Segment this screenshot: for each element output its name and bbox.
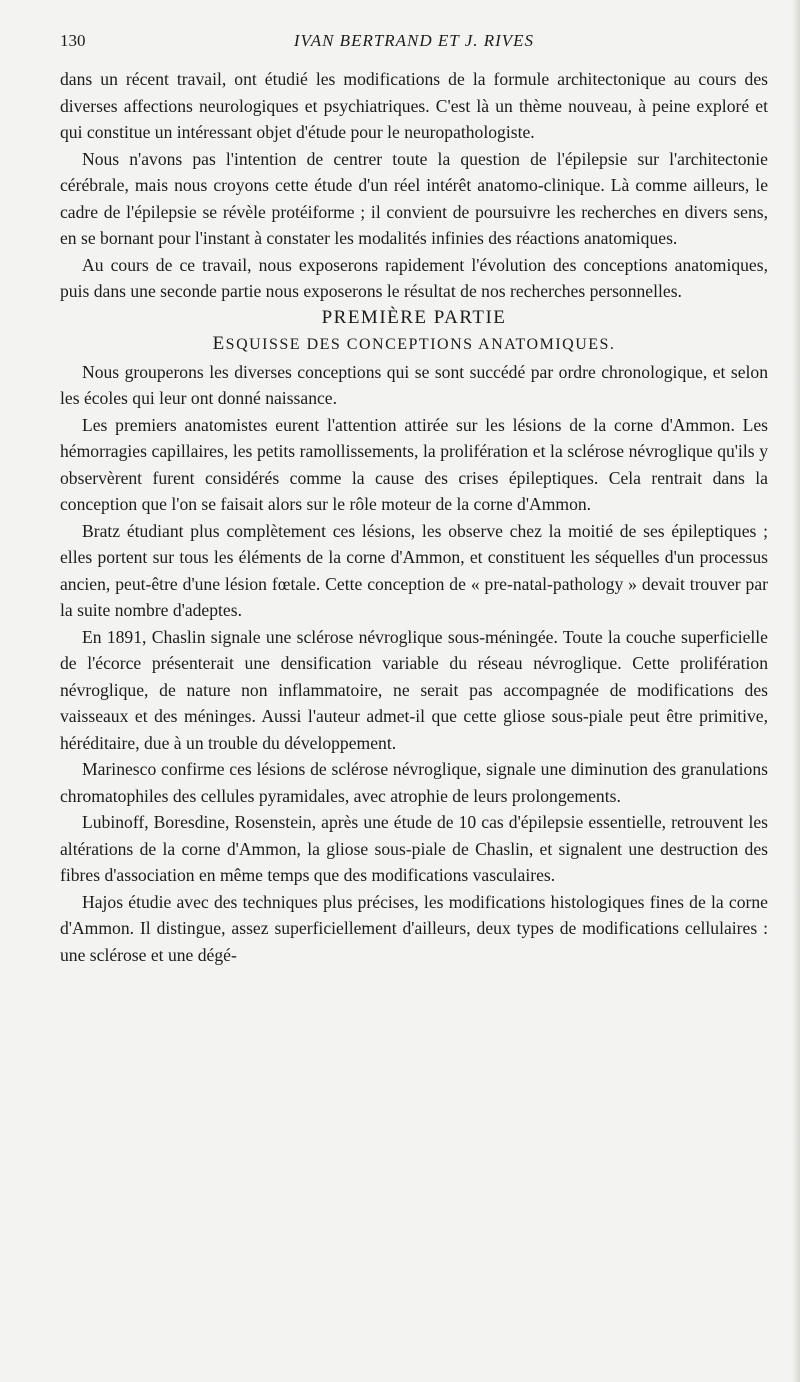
page-edge-shadow [792, 0, 800, 1382]
paragraph: Nous n'avons pas l'intention de centrer toute la question de l'épilepsie sur l'architectonie cérébrale, mais nous croyons cette étude d'un réel intérêt anatomo-clinique. Là comme ailleurs, le cadre de l'épilepsie se révèle protéiforme ; il convient de poursuivre les recherches en divers sens, en se bornant pour l'instant à constater les modalités infinies des réactions anatomiques. [60, 148, 768, 248]
section-title-initial: E [212, 333, 226, 354]
section-title [60, 331, 768, 359]
paragraph: Les premiers anatomistes eurent l'attention attirée sur les lésions de la corne d'Ammon. Les hémorragies capillaires, les petits ramollissements, la prolifération et la sclérose névroglique qu'ils y observèrent furent considérés comme la cause des crises épileptiques. Cela rentrait dans la conception que l'on se faisait alors sur le rôle moteur de la corne d'Ammon. [60, 414, 768, 514]
paragraph: Lubinoff, Boresdine, Rosenstein, après une étude de 10 cas d'épilepsie essentielle, retrouvent les altérations de la corne d'Ammon, la gliose sous-piale de Chaslin, et signalent une destruction des fibres d'association en même temps que des modifications vasculaires. [60, 812, 768, 885]
book-page [60, 0, 768, 1382]
paragraph: Bratz étudiant plus complètement ces lésions, les observe chez la moitié de ses épileptiques ; elles portent sur tous les éléments de la corne d'Ammon, et constituent les séquelles d'un processus ancien, peut-être d'une lésion fœtale. Cette conception de « pre-natal-pathology » devait trouver par la suite nombre d'adeptes. [60, 520, 768, 620]
part-title: PREMIÈRE PARTIE [321, 306, 507, 328]
paragraph: Hajos étudie avec des techniques plus précises, les modifications histologiques fines de la corne d'Ammon. Il distingue, assez superficiellement d'ailleurs, deux types de modifications cellulaires : une sclérose et une dégé- [60, 891, 768, 965]
paragraph: Au cours de ce travail, nous exposerons rapidement l'évolution des conceptions anatomiques, puis dans une seconde partie nous exposerons le résultat de nos recherches personnelles. [60, 254, 768, 301]
page-number: 130 [60, 31, 86, 50]
paragraph: Marinesco confirme ces lésions de sclérose névroglique, signale une diminution des granulations chromatophiles des cellules pyramidales, avec atrophie de leurs prolongements. [60, 759, 768, 806]
running-header [60, 31, 768, 57]
paragraph: dans un récent travail, ont étudié les modifications de la formule architectonique au cours des diverses affections neurologiques et psychiatriques. C'est là un thème nouveau, à peine exploré et qui constitue un intéressant objet d'étude pour le neuropathologiste. [60, 69, 768, 142]
body-text [60, 66, 768, 968]
paragraph: Nous grouperons les diverses conceptions qui se sont succédé par ordre chronologique, et selon les écoles qui leur ont donné naissance. [60, 361, 768, 408]
running-title: IVAN BERTRAND ET J. RIVES [293, 31, 535, 50]
section-title-rest: SQUISSE DES CONCEPTIONS ANATOMIQUES. [225, 336, 616, 353]
paragraph: En 1891, Chaslin signale une sclérose névroglique sous-méningée. Toute la couche superficielle de l'écorce présenterait une densification variable du réseau névroglique. Cette prolifération névroglique, de nature non inflammatoire, ne serait pas accompagnée de modifications des vaisseaux et des méninges. Aussi l'auteur admet-il que cette gliose sous-piale peut être primitive, héréditaire, due à un trouble du développement. [60, 626, 768, 753]
